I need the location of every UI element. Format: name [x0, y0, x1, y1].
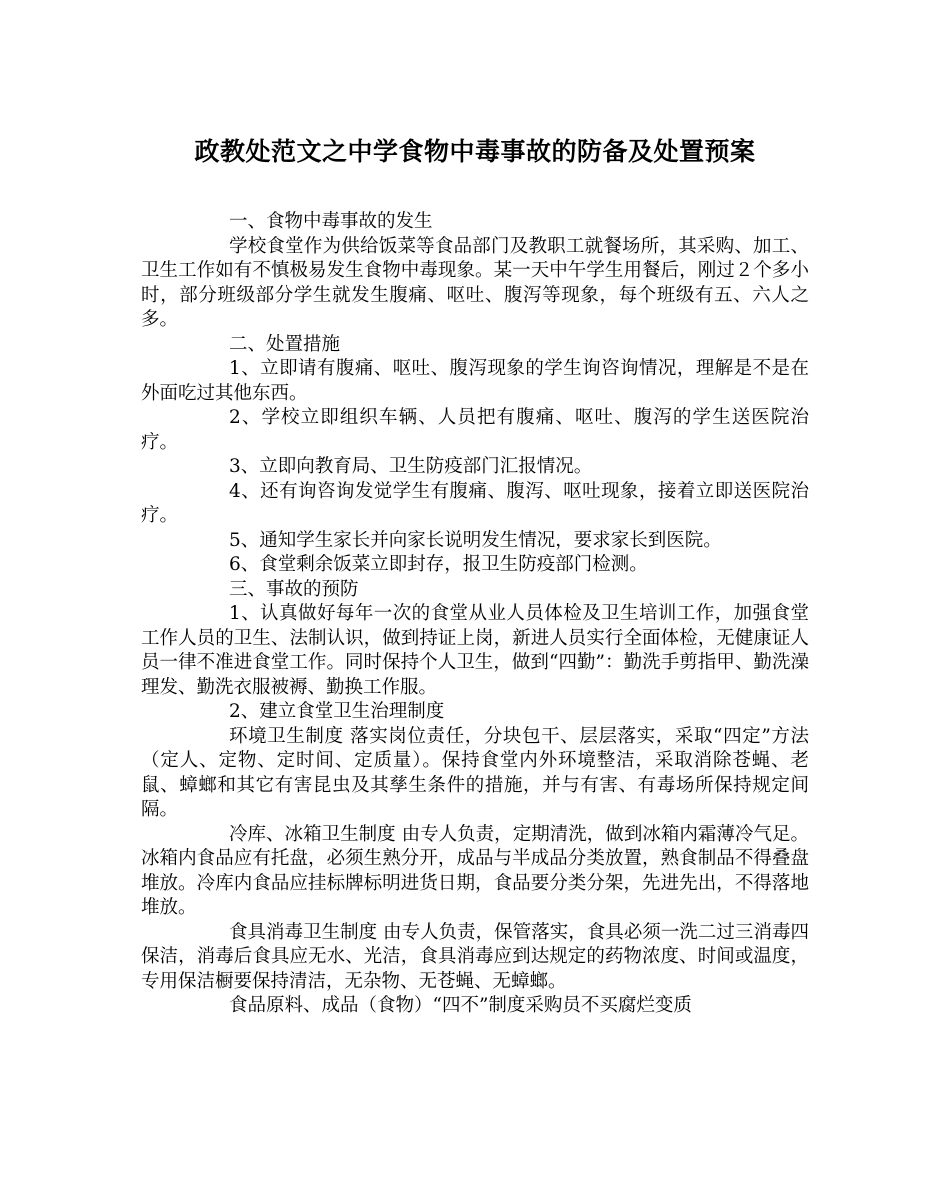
body-paragraph: 食品原料、成品（食物）“四不”制度采购员不买腐烂变质	[229, 995, 692, 1016]
list-item: 1、认真做好每年一次的食堂从业人员体检及卫生培训工作，加强食堂工作人员的卫生、法制认识，做到持证上岗，新进人员实行全面体检，无健康证人员一律不准进食堂工作。同时保持个人卫生，做到“四勤”：勤洗手剪指甲、勤洗澡理发、勤洗衣服被褥、勤换工作服。	[141, 603, 809, 698]
body-paragraph: 冷库、冰箱卫生制度 由专人负责，定期清洗，做到冰箱内霜薄冷气足。冰箱内食品应有托盘，必须生熟分开，成品与半成品分类放置，熟食制品不得叠盘堆放。冷库内食品应挂标牌标明进货日期，食品要分类分架，先进先出，不得落地堆放。	[141, 823, 809, 918]
section-heading: 一、食物中毒事故的发生	[229, 211, 433, 232]
list-item: 4、还有询咨询发觉学生有腹痛、腹泻、呕吐现象，接着立即送医院治疗。	[141, 480, 809, 526]
list-item: 5、通知学生家长并向家长说明发生情况，要求家长到医院。	[229, 529, 722, 551]
document-title: 政教处范文之中学食物中毒事故的防备及处置预案	[194, 137, 756, 166]
section-heading: 二、处置措施	[229, 333, 341, 355]
list-item: 2、建立食堂卫生治理制度	[229, 701, 445, 722]
section-heading: 三、事故的预防	[229, 578, 359, 600]
list-item: 3、立即向教育局、卫生防疫部门汇报情况。	[229, 456, 593, 477]
body-paragraph: 食具消毒卫生制度 由专人负责，保管落实，食具必须一洗二过三消毒四保洁，消毒后食具应无水、光洁，食具消毒应到达规定的药物浓度、时间或温度，专用保洁橱要保持清洁，无杂物、无苍蝇、无蟑螂。	[141, 921, 809, 992]
list-item: 6、食堂剩余饭菜立即封存，报卫生防疫部门检测。	[229, 554, 648, 575]
list-item: 2、学校立即组织车辆、人员把有腹痛、呕吐、腹泻的学生送医院治疗。	[141, 407, 809, 453]
body-paragraph: 学校食堂作为供给饭菜等食品部门及教职工就餐场所，其采购、加工、卫生工作如有不慎极易发生食物中毒现象。某一天中午学生用餐后，刚过２个多小时，部分班级部分学生就发生腹痛、呕吐、腹泻等现象，每个班级有五、六人之多。	[141, 235, 809, 330]
list-item: 1、立即请有腹痛、呕吐、腹泻现象的学生询咨询情况，理解是不是在外面吃过其他东西。	[141, 358, 809, 404]
document-body	[141, 210, 809, 1019]
body-paragraph: 环境卫生制度 落实岗位责任，分块包干、层层落实，采取“四定”方法（定人、定物、定时间、定质量）。保持食堂内外环境整洁，采取消除苍蝇、老鼠、蟑螂和其它有害昆虫及其孳生条件的措施，并与有害、有毒场所保持规定间隔。	[141, 725, 809, 820]
